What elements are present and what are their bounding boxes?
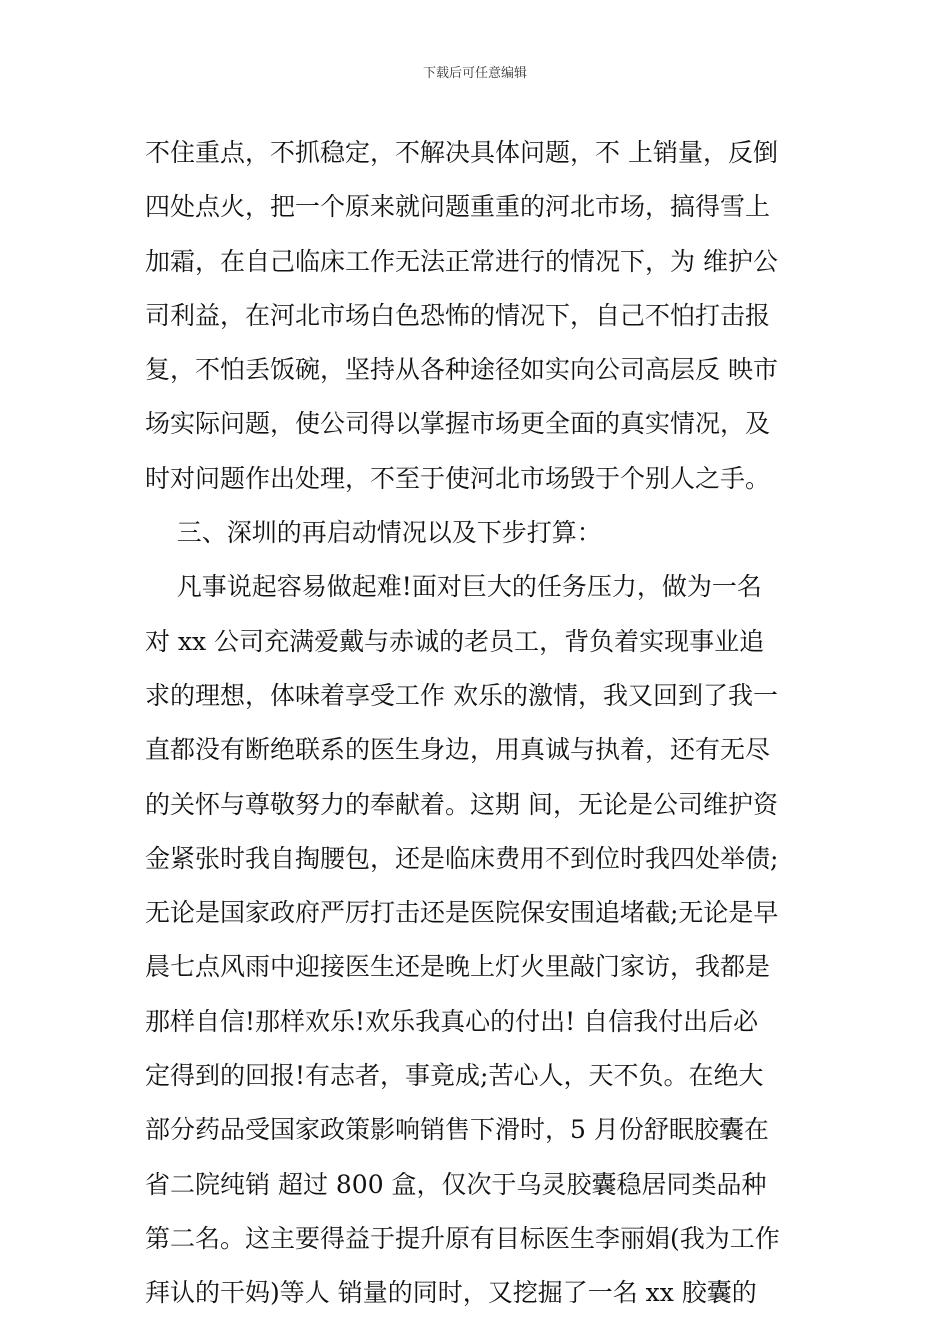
text-line: 凡事说起容易做起难!面对巨大的任务压力，做为一名 <box>145 572 762 602</box>
text-line: 不住重点，不抓稳定，不解决具体问题，不 上销量，反倒 <box>145 138 778 167</box>
text-line: 第二名。这主要得益于提升原有目标医生李丽娟(我为工作 <box>145 1223 780 1253</box>
page-header: 下载后可任意编辑 <box>422 66 527 81</box>
text-line: 直都没有断绝联系的医生身边，用真诚与执着，还有无尽 <box>145 735 771 765</box>
text-line: 求的理想，体味着享受工作 欢乐的激情，我又回到了我一 <box>145 680 778 710</box>
text-line: 时对问题作出处理，不至于使河北市场毁于个别人之手。 <box>145 463 771 493</box>
text-line: 晨七点风雨中迎接医生还是晚上灯火里敲门家访，我都是 <box>145 952 771 982</box>
text-line: 对 xx 公司充满爱戴与赤诚的老员工，背负着实现事业追 <box>145 626 765 656</box>
text-line: 四处点火，把一个原来就问题重重的河北市场，搞得雪上 <box>145 192 771 222</box>
text-line: 的关怀与尊敬努力的奉献着。这期 间，无论是公司维护资 <box>145 789 778 819</box>
text-line: 定得到的回报!有志者，事竟成;苦心人，天不负。在绝大 <box>145 1061 764 1091</box>
text-line: 司利益，在河北市场白色恐怖的情况下，自己不怕打击报 <box>145 300 771 330</box>
text-line: 复，不怕丢饭碗，坚持从各种途径如实向公司高层反 映市 <box>145 355 778 385</box>
text-line: 那样自信!那样欢乐!欢乐我真心的付出! 自信我付出后必 <box>145 1006 759 1036</box>
text-line: 场实际问题，使公司得以掌握市场更全面的真实情况，及 <box>145 409 771 439</box>
document-body <box>145 126 825 1321</box>
section-heading: 三、深圳的再启动情况以及下步打算： <box>145 518 602 548</box>
text-line: 加霜，在自己临床工作无法正常进行的情况下，为 维护公 <box>145 246 778 276</box>
text-line: 部分药品受国家政策影响销售下滑时，5 月份舒眠胶囊在 <box>145 1115 769 1145</box>
text-line: 金紧张时我自掏腰包，还是临床费用不到位时我四处举债; <box>145 843 779 873</box>
text-line: 无论是国家政府严厉打击还是医院保安围追堵截;无论是早 <box>145 898 779 928</box>
text-line: 拜认的干妈)等人 销量的同时，又挖掘了一名 xx 胶囊的 <box>145 1278 757 1308</box>
text-line: 省二院纯销 超过 800 盒，仅次于乌灵胶囊稳居同类品种 <box>145 1169 767 1199</box>
